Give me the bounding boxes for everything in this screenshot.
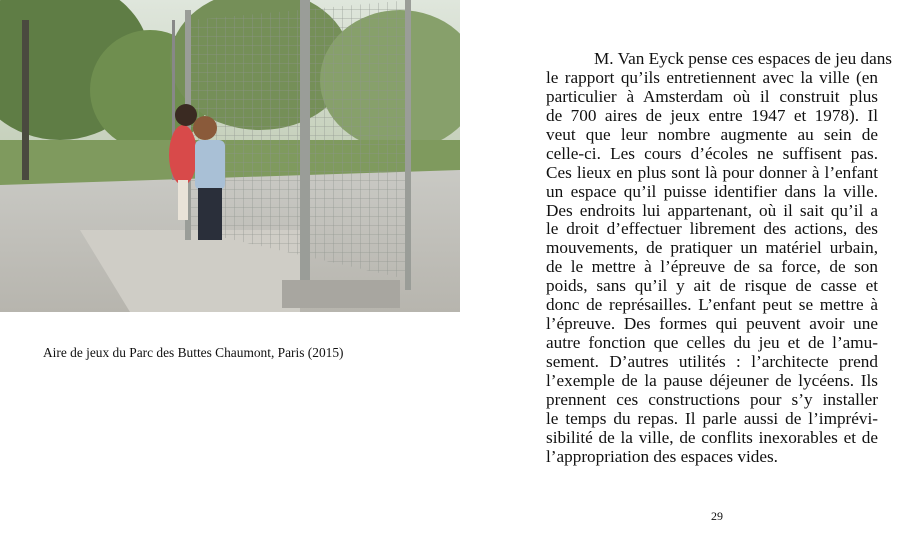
text-line: prennent ces constructions pour s’y installer [546,389,878,409]
text-line: sement. D’autres utilités : l’architecte prend [546,352,878,371]
figure-caption: Aire de jeux du Parc des Buttes Chaumont, Paris (2015) [43,345,344,360]
body-paragraph [546,49,892,467]
text-line: M. Van Eyck pense ces espaces de jeu dans [594,49,892,68]
photo-children-at-fence [0,0,460,312]
text-line: le rapport qu’ils entretiennent avec la ville (en [546,67,878,87]
text-line: le droit d’effectuer librement des actions, des [546,219,878,239]
text-line: particulier à Amsterdam où il construit plus [546,86,878,106]
text-line: l’appropriation des espaces vides. [546,446,778,466]
text-line: de le mettre à l’épreuve de sa force, de son [546,257,878,277]
text-line: autre fonction que celles du jeu et de l’amu- [546,333,878,353]
text-line: le temps du repas. Il parle aussi de l’imprévi- [546,408,878,428]
text-line: mouvements, de pratiquer un matériel urbain, [546,238,878,258]
page-number: 29 [711,509,723,523]
playground-photo [0,0,460,312]
text-line: de 700 aires de jeux entre 1947 et 1978). Il [546,105,878,125]
text-line: veut que leur nombre augmente au sein de [546,124,878,144]
text-line: un espace qu’il puisse identifier dans la ville. [546,181,878,201]
text-line: Des endroits lui appartenant, où il sait qu’il a [546,200,878,220]
text-line: sibilité de la ville, de conflits inexorables et de [546,427,878,447]
text-line: l’exemple de la pause déjeuner de lycéens. Ils [546,370,878,390]
text-line: l’épreuve. Des formes qui peuvent avoir une [546,314,878,334]
text-line: celle-ci. Les cours d’écoles ne suffisent pas. [546,143,878,163]
text-line: donc de représailles. L’enfant peut se mettre à [546,295,878,315]
text-line: poids, sans qu’il y ait de risque de casse et [546,276,878,296]
text-line: Ces lieux en plus sont là pour donner à l’enfant [546,162,878,182]
